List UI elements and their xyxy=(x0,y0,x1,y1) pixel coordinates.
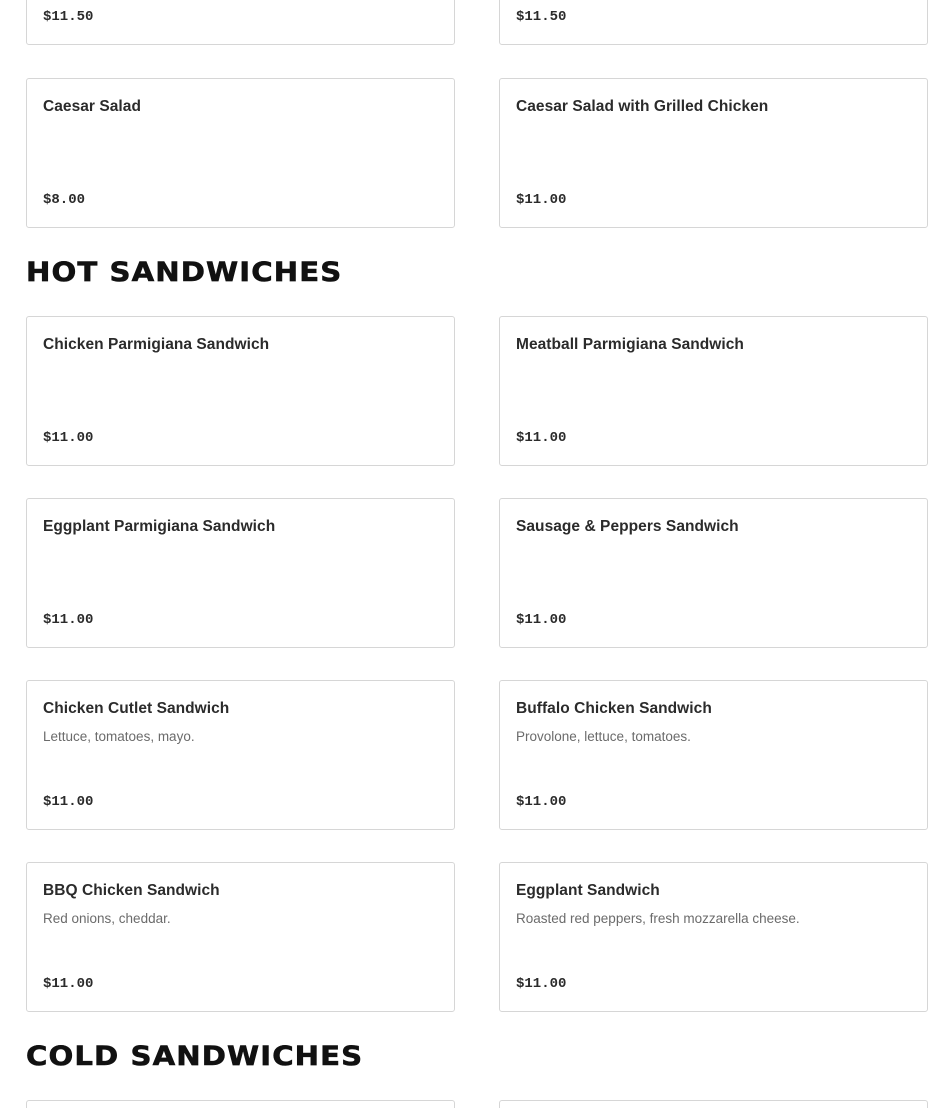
menu-item-price: $11.00 xyxy=(43,976,94,992)
menu-item-card[interactable] xyxy=(499,0,928,45)
menu-item-price: $11.00 xyxy=(516,794,567,810)
section-title-cold-sandwiches: COLD SANDWICHES xyxy=(26,1041,364,1072)
menu-item-price: $11.00 xyxy=(43,794,94,810)
menu-item-card[interactable] xyxy=(499,78,928,228)
menu-item-price: $8.00 xyxy=(43,192,86,208)
menu-item-price: $11.00 xyxy=(516,430,567,446)
menu-item-price: $11.00 xyxy=(43,612,94,628)
menu-item-price: $11.00 xyxy=(516,192,567,208)
menu-item-name: Eggplant Parmigiana Sandwich xyxy=(43,518,276,535)
menu-item-description: Provolone, lettuce, tomatoes. xyxy=(516,729,691,744)
menu-item-card[interactable] xyxy=(26,0,455,45)
menu-item-name: BBQ Chicken Sandwich xyxy=(43,882,220,899)
menu-item-name: Sausage & Peppers Sandwich xyxy=(516,518,739,535)
menu-item-price: $11.00 xyxy=(516,976,567,992)
menu-item-card[interactable] xyxy=(26,680,455,830)
menu-item-price: $11.50 xyxy=(43,9,94,25)
menu-item-card[interactable] xyxy=(499,1100,928,1108)
menu-item-price: $11.50 xyxy=(516,9,567,25)
menu-item-name: Chicken Cutlet Sandwich xyxy=(43,700,230,717)
menu-item-name: Chicken Parmigiana Sandwich xyxy=(43,336,270,353)
menu-item-name: Caesar Salad with Grilled Chicken xyxy=(516,98,769,115)
menu-item-description: Lettuce, tomatoes, mayo. xyxy=(43,729,195,744)
menu-item-card[interactable] xyxy=(499,862,928,1012)
menu-item-description: Roasted red peppers, fresh mozzarella cheese. xyxy=(516,911,800,926)
menu-item-name: Caesar Salad xyxy=(43,98,141,115)
menu-item-name: Buffalo Chicken Sandwich xyxy=(516,700,712,717)
menu-item-card[interactable] xyxy=(26,316,455,466)
menu-item-card[interactable] xyxy=(26,862,455,1012)
menu-item-price: $11.00 xyxy=(43,430,94,446)
menu-item-card[interactable] xyxy=(499,498,928,648)
menu-item-card[interactable] xyxy=(26,1100,455,1108)
menu-item-card[interactable] xyxy=(499,680,928,830)
menu-item-description: Red onions, cheddar. xyxy=(43,911,171,926)
menu-item-card[interactable] xyxy=(26,498,455,648)
menu-item-name: Eggplant Sandwich xyxy=(516,882,660,899)
menu-item-name: Meatball Parmigiana Sandwich xyxy=(516,336,744,353)
menu-item-price: $11.00 xyxy=(516,612,567,628)
menu-item-card[interactable] xyxy=(499,316,928,466)
menu-item-card[interactable] xyxy=(26,78,455,228)
section-title-hot-sandwiches: HOT SANDWICHES xyxy=(26,257,343,288)
